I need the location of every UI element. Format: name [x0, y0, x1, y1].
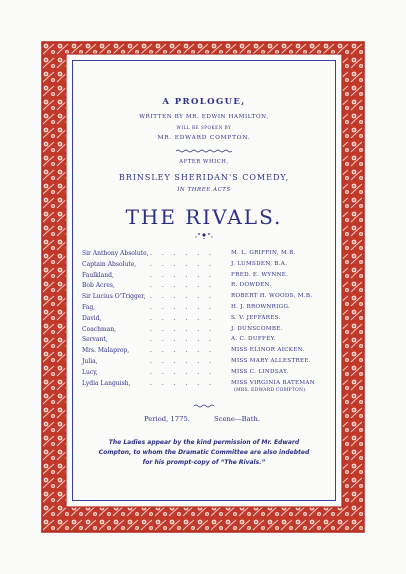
cast-row: Lydia Languish, . . . . . . MISS VIRGINIA BATEMAN (MRS. EDWARD COMPTON). [82, 379, 315, 393]
cast-row: Coachman, . . . . . . J. DUNSCOMBE. [82, 325, 283, 333]
actor-note: (MRS. EDWARD COMPTON). [234, 387, 307, 393]
wavy-separator-bottom [72, 404, 336, 408]
cast-row: Julia, . . . . . . MISS MARY ALLESTREE. [82, 357, 311, 365]
cast-list [82, 250, 330, 398]
cast-row: Servant, . . . . . . A. C. DUFFEY. [82, 336, 276, 344]
cast-row: Sir Lucius O'Trigger, . . . . . . ROBERT H. WOODS, M.B. [82, 293, 313, 301]
speaker-line: MR. EDWARD COMPTON. [157, 135, 251, 141]
cast-row: Faulkland, . . . . . . FRED. E. WYNNE. [82, 271, 289, 279]
after-which-line: AFTER WHICH, [179, 159, 229, 165]
cast-row: Lucy, . . . . . . MISS C. LINDSAY. [82, 368, 289, 376]
cast-row: David, . . . . . . S. V. JEFFARES. [82, 314, 281, 322]
period-text: Period, 1775. [144, 415, 190, 423]
ornament-icon [72, 231, 336, 239]
cast-row: Sir Anthony Absolute, . . . . . . M. L. GRIFFIN, M.B. [82, 250, 296, 257]
wavy-separator-top [72, 149, 336, 153]
acts-line: IN THREE ACTS [177, 187, 231, 193]
permission-note: The Ladies appear by the kind permission of Mr. Edward Compton, to whom the Dramatic Committee are also indebted for his prompt-copy of “The Rivals.” [98, 439, 310, 466]
cast-row: Bob Acres, . . . . . . R. DOWDEN. [82, 282, 272, 290]
cast-row: Mrs. Malaprop, . . . . . . MISS ELINOR AICKEN. [82, 347, 305, 355]
comedy-line: BRINSLEY SHERIDAN'S COMEDY, [118, 173, 290, 182]
scene-text: Scene—Bath. [214, 415, 260, 423]
play-title: THE RIVALS. [125, 205, 283, 229]
programme-content [72, 60, 336, 501]
will-be-spoken-line: WILL BE SPOKEN BY [176, 125, 232, 130]
prologue-heading: A PROLOGUE, [162, 97, 246, 107]
cast-row: Fag, . . . . . . H. J. BROWNRIGG. [82, 303, 291, 311]
written-by-line: WRITTEN BY MR. EDWIN HAMILTON, [139, 114, 269, 120]
cast-row: Captain Absolute, . . . . . . J. LUMSDEN, B.A. [82, 260, 288, 268]
